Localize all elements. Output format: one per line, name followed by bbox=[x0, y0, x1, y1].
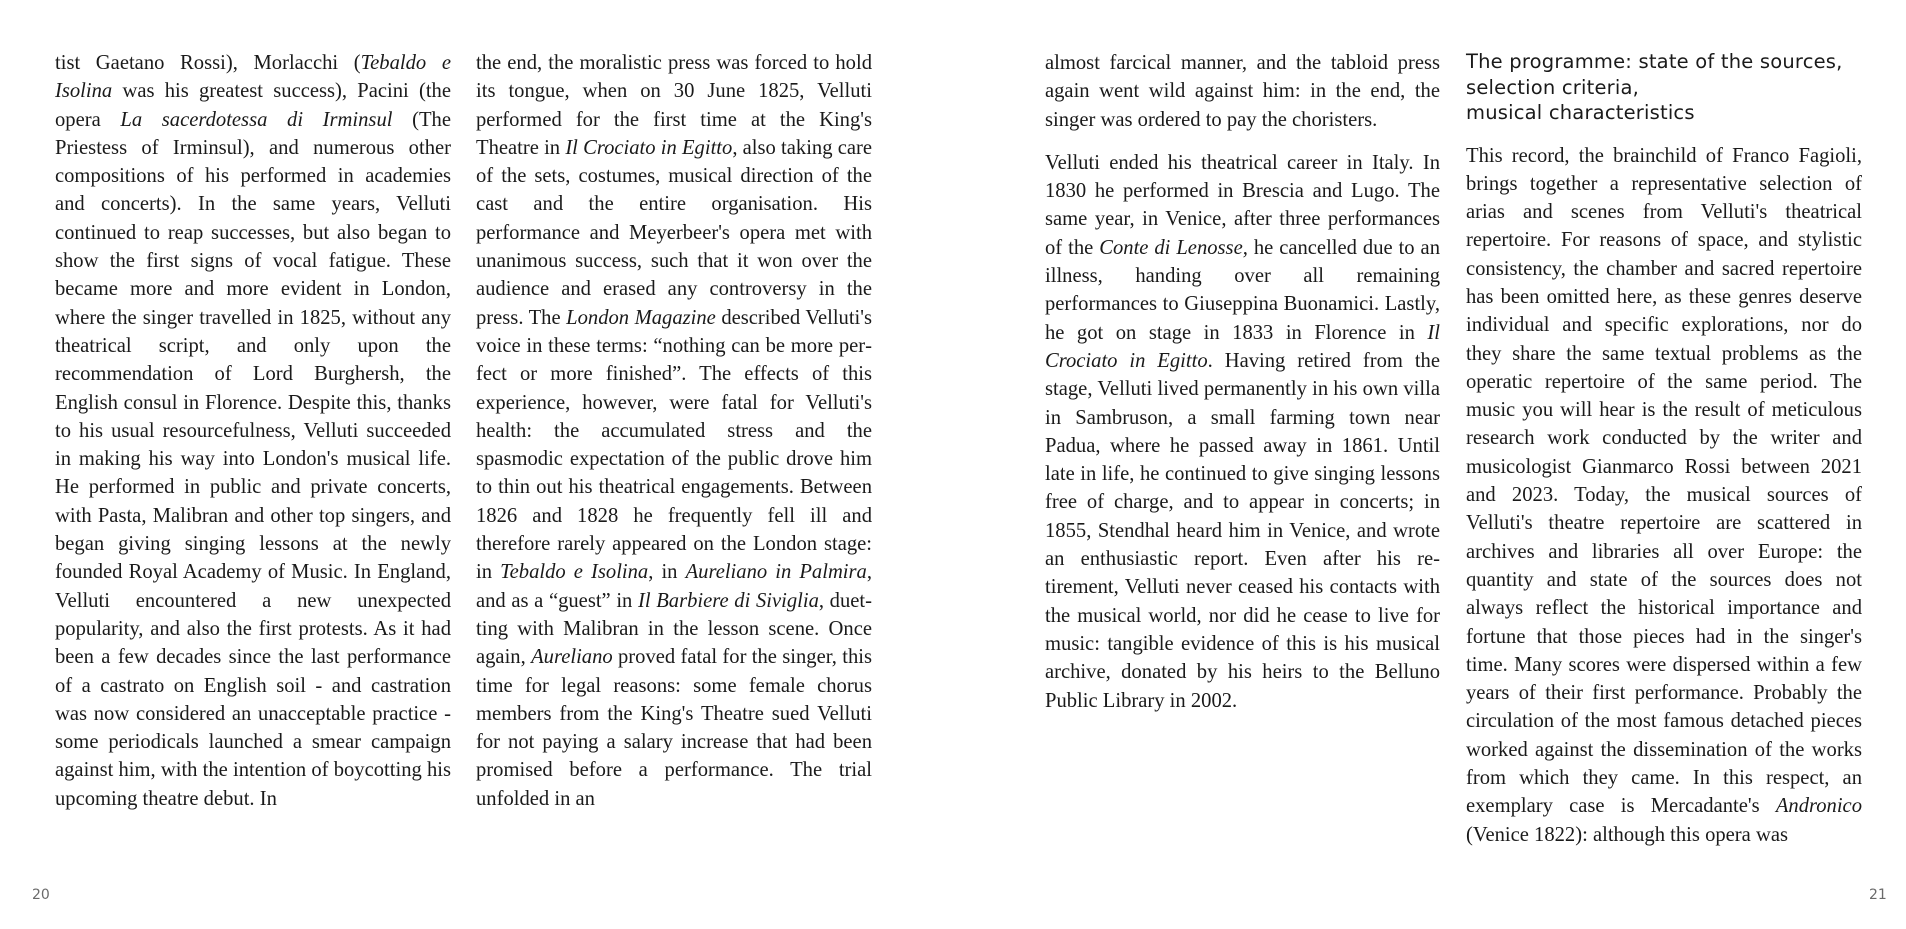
section-heading-line: selection criteria, bbox=[1466, 75, 1640, 99]
section-heading-line: musical characteristics bbox=[1466, 101, 1695, 124]
right-page-column-2 bbox=[1466, 49, 1862, 849]
section-heading bbox=[1466, 49, 1862, 126]
paragraph: tist Gaetano Rossi), Morlacchi (Tebaldo e Isolina was his greatest success), Pacini (the opera La sacerdotessa di Irminsul (The Priestess of Irminsul), and numerous other compositions of his performed in academies and concerts). In the same years, Velluti continued to reap successes, but also began to show the first signs of vocal fatigue. These became more and more evident in London, where the singer travelled in 1825, without any theatrical script, and only upon the recommendation of Lord Burghersh, the English consul in Florence. Despite this, thanks to his usual resourcefulness, Velluti succeeded in making his way into London's musical life. He performed in public and private concerts, with Pasta, Malibran and other top singers, and began giving singing lessons at the newly founded Royal Academy of Music. In England, Velluti encountered a new unexpected popularity, and also the first protests. As it had been a few decades since the last performance of a castrato on English soil - and castration was now considered an unacceptable practice - some periodicals launched a smear campaign against him, with the intention of boycotting his upcoming theatre debut. In bbox=[55, 52, 451, 810]
page-number-right: 21 bbox=[1869, 887, 1887, 903]
italic-title: Il Crociato in Egitto bbox=[565, 136, 733, 159]
italic-title: La sacerdotessa di Irminsul bbox=[120, 108, 393, 131]
section-heading-line: The programme: state of the sources, bbox=[1466, 50, 1843, 73]
paragraph: almost farcical manner, and the tabloid press again went wild against him: in the end, the singer was ordered to pay the choristers. bbox=[1045, 52, 1440, 131]
left-page-column-1 bbox=[55, 49, 451, 813]
italic-title: Aureliano in Palmira bbox=[685, 561, 867, 584]
italic-title: London Magazine bbox=[566, 306, 716, 329]
italic-title: Tebaldo e Isolina bbox=[55, 52, 451, 103]
left-page-column-2 bbox=[476, 49, 872, 813]
section-body bbox=[1466, 142, 1862, 849]
italic-title: Andronico bbox=[1775, 795, 1862, 818]
paragraph: the end, the moralistic press was forced to hold its tongue, when on 30 June 1825, Velluti performed for the first time at the King's Theatre in Il Crociato in Egitto, also taking care of the sets, costumes, musical direction of the cast and the entire organisation. His performance and Meyerbeer's opera met with unanimous success, such that it won over the audience and erased any controversy in the press. The London Magazine described Velluti's voice in these terms: “nothing can be more perfect or more finished”. The effects of this experience, however, were fatal for Velluti's health: the accumulated stress and the spasmodic expectation of the public drove him to thin out his theatrical engagements. Between 1826 and 1828 he frequently fell ill and therefore rarely appeared on the London stage: in Tebaldo e Isolina, in Aureliano in Palmira, and as a “guest” in Il Barbiere di Siviglia, duetting with Malibran in the lesson scene. Once again, Aureliano proved fatal for the singer, this time for legal reasons: some female chorus members from the King's Theatre sued Velluti for not paying a salary increase that had been promised before a performance. The trial unfolded in an bbox=[476, 52, 872, 810]
italic-title: Conte di Lenosse, bbox=[1099, 236, 1248, 259]
italic-title: Aureliano bbox=[531, 646, 613, 669]
page-number-left: 20 bbox=[32, 887, 50, 903]
italic-title: Il Crociato in Egitto bbox=[1045, 321, 1440, 372]
italic-title: Il Barbiere di Siviglia bbox=[638, 589, 819, 612]
italic-title: Tebaldo e Isolina bbox=[500, 561, 649, 584]
right-page-column-1 bbox=[1045, 49, 1440, 715]
paragraph: This record, the brainchild of Franco Fagioli, brings together a representative selection of arias and scenes from Velluti's theatrical repertoire. For reasons of space, and stylistic consistency, the chamber and sacred repertoire has been omitted here, as these genres deserve individual and specific explorations, nor do they share the same textual problems as the operatic repertoire of the same period. The music you will hear is the result of meticulous research work conducted by the writer and musicologist Gianmarco Rossi between 2021 and 2023. Today, the musical sources of Velluti's theatre repertoire are scattered in archives and libraries all over Europe: the quantity and state of the sources does not always reflect the historical importance and fortune that those pieces had in the singer's time. Many scores were dispersed within a few years of their first performance. Probably the circulation of the most famous detached pieces worked against the dissemination of the works from which they came. In this respect, an exemplary case is Mercadante's Andronico (Venice 1822): although this opera was bbox=[1466, 144, 1862, 846]
paragraph: Velluti ended his theatrical career in Italy. In 1830 he performed in Brescia and Lugo. The same year, in Venice, after three performances of the Conte di Lenosse, he cancelled due to an illness, handing over all remaining performances to Giuseppina Buonamici. Lastly, he got on stage in 1833 in Florence in Il Crociato in Egitto. Having retired from the stage, Velluti lived permanently in his own villa in Sambruson, a small farming town near Padua, where he passed away in 1861. Until late in life, he continued to give singing lessons free of charge, and to appear in concerts; in 1855, Stendhal heard him in Venice, and wrote an enthusiastic report. Even after his retirement, Velluti never ceased his contacts with the musical world, nor did he cease to live for music: tangible evidence of this is his musical archive, donated by his heirs to the Belluno Public Library in 2002. bbox=[1045, 151, 1440, 712]
